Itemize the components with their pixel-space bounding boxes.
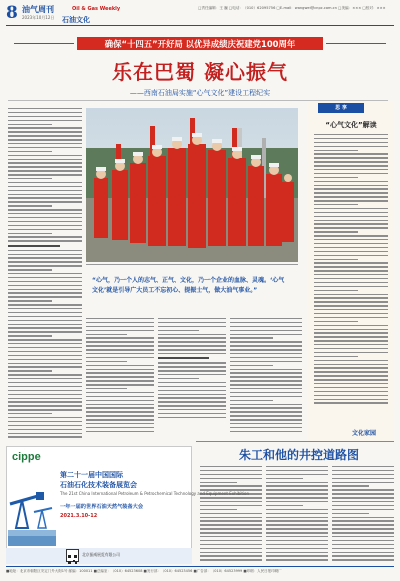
ad-title-line2: 石油石化技术装备展览会 <box>60 481 137 489</box>
team-photo <box>86 108 298 262</box>
team-photo-image <box>86 108 298 262</box>
issue-date: 2023年10月12日 <box>22 15 55 20</box>
article-headline: 乐在巴蜀 凝心振气 <box>112 60 288 84</box>
sidebar-label: 思 享 <box>318 103 364 113</box>
sidebar-body <box>314 134 388 424</box>
ad-subtitle: 一年一届的世界石油天然气装备大会 <box>60 504 144 510</box>
story2-column-2 <box>266 466 328 564</box>
banner-left-line <box>14 43 74 44</box>
masthead-rule <box>6 25 394 26</box>
qr-code-icon[interactable] <box>66 549 79 562</box>
subsection-title: 石油文化 <box>62 16 90 24</box>
pull-quote: “心气，乃一个人的志气、正气、文化，乃一个企业的血脉、灵魂。‘心气文化’就是引导广大员工不忘初心、提振士气，做大油气事业。” <box>92 277 285 294</box>
body-column-left <box>8 108 82 440</box>
banner-right-line <box>326 43 386 44</box>
body-column-middle-3 <box>230 318 302 440</box>
article-subheadline: ——西南石油局实施“心气文化”建设工程纪实 <box>129 89 271 97</box>
body-column-middle-2 <box>158 318 226 440</box>
section-title: 油气周刊 <box>22 5 54 14</box>
ad-subtitle-english: The 21st China International Petroleum & Petrochemical Technology and Equipment Exhibition <box>60 491 250 496</box>
ad-organizer: 北京振威展览有限公司 <box>82 552 120 557</box>
story2-headline: 朱工和他的井控道路图 <box>238 448 359 462</box>
ad-title-line1: 第二十一届中国国际 <box>60 471 123 479</box>
cippe-logo: cippe <box>12 451 41 463</box>
page-number: 8 <box>6 3 18 23</box>
story2-rule <box>196 441 394 442</box>
sidebar-title: “心气文化”解读 <box>325 121 377 129</box>
editor-credits: □责任编辑：王 巍 □电话：（010）62095756 □E-mail：wangwei@cnpc.com.cn □美编：××× □校对：××× <box>198 6 386 10</box>
ad-date: 2021.3.10-12 <box>60 513 98 519</box>
photo-caption <box>86 264 298 265</box>
body-column-middle-1 <box>86 318 154 440</box>
page-footer: ■地址：北京市朝阳区安定门外大街1号 邮编：100011 ■总编室：（010）64523608 ■发行部：（010）64523456 ■广告部：（010）64523999 ■印刷：人民日报印刷厂 <box>6 569 282 573</box>
brand-name: Oil & Gas Weekly <box>72 6 121 12</box>
story2-column-1 <box>200 466 262 564</box>
story2-column-3 <box>332 466 394 564</box>
headline-rule <box>8 100 388 101</box>
pump-jack-graphic <box>8 470 56 546</box>
banner-text: 确保“十四五”开好局 以优异成绩庆祝建党100周年 <box>104 39 296 49</box>
culture-home-badge: 文化家园 <box>352 430 377 437</box>
footer-rule <box>6 566 394 567</box>
